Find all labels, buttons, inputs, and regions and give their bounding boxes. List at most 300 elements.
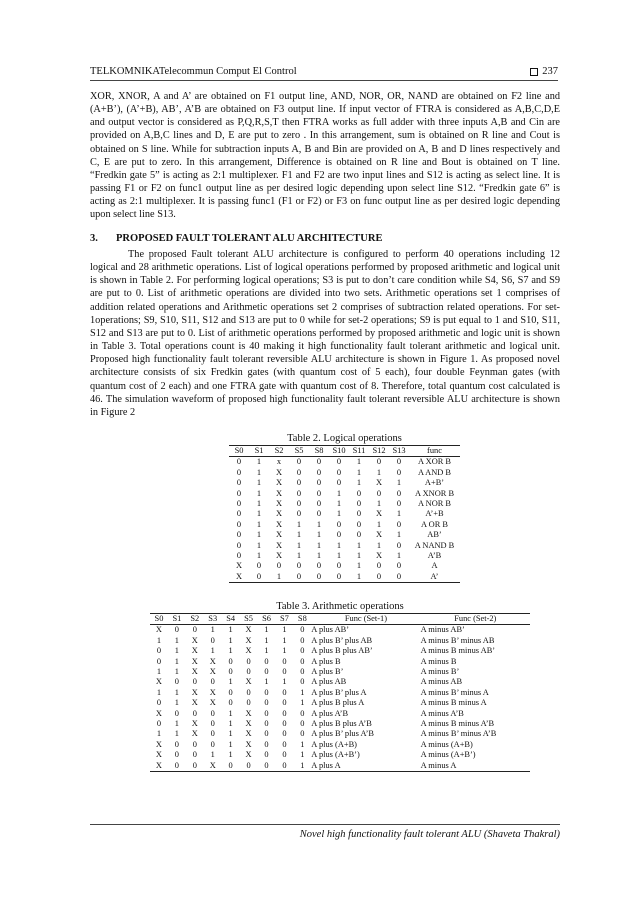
table-cell: X bbox=[191, 698, 198, 708]
table-cell: X bbox=[275, 519, 283, 529]
table-cell: 1 bbox=[316, 540, 322, 550]
table-cell: 1 bbox=[282, 635, 287, 645]
table-cell: 1 bbox=[300, 687, 305, 697]
table-cell: 0 bbox=[192, 739, 197, 749]
table-cell: X bbox=[209, 667, 216, 677]
table-row bbox=[150, 698, 530, 708]
table-cell: 0 bbox=[228, 698, 233, 708]
section-paragraph: The proposed Fault tolerant ALU architecture is configured to perform 40 operations including 12 logical and 28 arithmetic operations. List of logical operations performed by proposed arithmetic and logical unit is shown in Table 2. For performing logical operations; S3 is put to don’t care condition while S4, S6, S7 and S9 are put to 0. List of arithmetic operations are divided into two sets. Arithmetic operations set 1 comprises of addition related operations and Arithmetic operations set 2 comprises of subtraction related operations. For set-1operations; S9, S10, S11, S12 and S13 are put to 0 while for set-2 operations; S9 is put equal to 1 and S10, S11, S12 and S13 are put to 0. List of arithmetic operations performed by proposed arithmetic and logic unit is shown in Table 3. Total operations count is 40 making it high functionality fault tolerant arithmetic and logical unit. Proposed high functionality fault tolerant reversible ALU architecture is shown in Figure 1. As proposed novel architecture consists of six Fredkin gates (with quantum cost of 5 each), four double Feynman gates (with quantum cost of 2 each) and one FTRA gate with quantum cost of 8. Therefore, total quantum cost calculated is 46. The simulation waveform of proposed high functionality fault tolerant reversible ALU architecture is shown in Figure 2 bbox=[90, 249, 560, 418]
table-cell: 1 bbox=[356, 551, 362, 561]
table-cell: A minus A bbox=[420, 760, 457, 770]
table-cell: 1 bbox=[228, 739, 233, 749]
table-cell: 0 bbox=[300, 625, 305, 635]
table-cell: 0 bbox=[336, 457, 342, 467]
table-cell: 0 bbox=[300, 729, 305, 739]
table-cell: 0 bbox=[282, 739, 287, 749]
table-cell: 1 bbox=[156, 729, 162, 739]
table-cell: X bbox=[375, 551, 383, 561]
table-cell: 0 bbox=[236, 519, 242, 529]
table-cell: 0 bbox=[192, 625, 197, 635]
table-cell: X bbox=[191, 667, 198, 677]
table-cell: 1 bbox=[228, 635, 233, 645]
table-cell: 1 bbox=[256, 499, 262, 509]
table-cell: 1 bbox=[282, 677, 287, 687]
table-cell: 0 bbox=[156, 646, 162, 656]
table-cell: 1 bbox=[228, 646, 233, 656]
table-cell: 0 bbox=[376, 457, 382, 467]
table2-header-cell: func bbox=[427, 446, 442, 455]
table-cell: X bbox=[275, 530, 283, 540]
table-cell: X bbox=[375, 530, 383, 540]
table-cell: 1 bbox=[264, 677, 269, 687]
table-cell: X bbox=[155, 760, 162, 770]
table-cell: 0 bbox=[316, 499, 322, 509]
table-cell: 1 bbox=[336, 509, 342, 519]
table-cell: 0 bbox=[316, 467, 322, 477]
table-cell: 1 bbox=[210, 646, 215, 656]
table3-header-cell: S7 bbox=[279, 614, 289, 623]
table3-header-cell: Func (Set-1) bbox=[344, 614, 387, 623]
table-cell: 0 bbox=[396, 571, 402, 581]
table-cell: 0 bbox=[376, 571, 382, 581]
section-title: PROPOSED FAULT TOLERANT ALU ARCHITECTURE bbox=[116, 233, 383, 244]
page-number: 237 bbox=[542, 66, 558, 77]
table-cell: 0 bbox=[236, 509, 242, 519]
table-cell: A XOR B bbox=[417, 457, 452, 467]
table3-header-cell: S1 bbox=[172, 614, 182, 623]
table2-header-cell: S13 bbox=[392, 446, 406, 455]
table-cell: X bbox=[155, 625, 162, 635]
table-cell: 0 bbox=[316, 478, 322, 488]
table-cell: 1 bbox=[228, 708, 233, 718]
table-cell: 0 bbox=[316, 509, 322, 519]
table-cell: X bbox=[375, 478, 383, 488]
table-cell: X bbox=[275, 467, 283, 477]
table-cell: 0 bbox=[356, 509, 362, 519]
table-cell: 0 bbox=[356, 519, 362, 529]
table-cell: 0 bbox=[246, 667, 251, 677]
table-cell: 0 bbox=[264, 750, 269, 760]
table-cell: A plus AB bbox=[311, 677, 347, 687]
table-cell: 1 bbox=[174, 656, 179, 666]
table-cell: 0 bbox=[264, 760, 269, 770]
table-cell: X bbox=[191, 687, 198, 697]
table-cell: 0 bbox=[300, 667, 305, 677]
table-cell: 1 bbox=[256, 478, 262, 488]
table-cell: 0 bbox=[336, 530, 342, 540]
table-row bbox=[229, 489, 460, 499]
table-cell: 0 bbox=[282, 719, 287, 729]
table3-header-cell: S3 bbox=[208, 614, 218, 623]
table-cell: 0 bbox=[356, 499, 362, 509]
table-row bbox=[150, 667, 530, 677]
table-cell: 0 bbox=[316, 488, 322, 498]
table-cell: 1 bbox=[296, 551, 302, 561]
table2-header-row bbox=[229, 446, 460, 457]
table2-body bbox=[229, 457, 460, 583]
table-cell: X bbox=[275, 509, 283, 519]
table-cell: 0 bbox=[296, 571, 302, 581]
table-cell: A minus B minus A bbox=[420, 698, 487, 708]
table-cell: A plus B’ plus AB bbox=[311, 635, 373, 645]
table-cell: 1 bbox=[376, 499, 382, 509]
table-cell: 0 bbox=[264, 739, 269, 749]
table-cell: A plus B’ plus A’B bbox=[311, 729, 374, 739]
section-heading bbox=[90, 233, 382, 244]
table3-header-cell: S2 bbox=[190, 614, 200, 623]
table-cell: 1 bbox=[300, 750, 305, 760]
table-cell: 0 bbox=[296, 561, 302, 571]
table-cell: 0 bbox=[300, 677, 305, 687]
table-cell: 0 bbox=[336, 561, 342, 571]
table-cell: X bbox=[155, 677, 162, 687]
table-cell: A plus B plus AB’ bbox=[311, 646, 373, 656]
table-cell: 1 bbox=[156, 635, 162, 645]
table-cell: A minus A’B bbox=[420, 708, 464, 718]
table-cell: 1 bbox=[174, 687, 179, 697]
table3-header-cell: Func (Set-2) bbox=[454, 614, 497, 623]
square-bullet-icon bbox=[530, 68, 538, 76]
table-cell: 0 bbox=[174, 760, 179, 770]
table-row bbox=[150, 740, 530, 750]
table-cell: A minus AB’ bbox=[420, 625, 465, 635]
table-cell: 1 bbox=[356, 561, 362, 571]
table-cell: 1 bbox=[228, 625, 233, 635]
table-row bbox=[150, 709, 530, 719]
table-cell: A minus B minus AB’ bbox=[420, 646, 496, 656]
table-cell: 1 bbox=[228, 719, 233, 729]
table3-header-row bbox=[150, 614, 530, 625]
table-cell: X bbox=[275, 478, 283, 488]
table-cell: 0 bbox=[210, 729, 215, 739]
table-cell: A AND B bbox=[417, 467, 452, 477]
table2-header-cell: S8 bbox=[314, 446, 324, 455]
intro-paragraph: XOR, XNOR, A and A’ are obtained on F1 output line, AND, NOR, OR, NAND are obtained on F2 line and (A+B’), (A’+B), AB’, A’B are obtained on F3 output line. If input vector of FTRA is considered as A,B,C,D,E and output vector is considered as P,Q,R,S,T then FTRA works as full adder with three inputs A,B and Cin are provided on A,B,C lines and D, E are put to zero . In this arrangement, sum is obtained on R line and Cout is obtained on S line. While for subtraction inputs A, B and Bin are provided on A, B and D lines respectively and C, E are put to zero. In this arrangement, Difference is obtained on R line and Bout is obtained on T line. “Fredkin gate 5” is acting as 2:1 multiplexer. F1 and F2 are two input lines and S12 is acting as select line. It is passing F1 or F2 on func1 output line as per desired logic depending upon select line S12. “Fredkin gate 6” is acting as 2:1 multiplexer. It is passing func1 (F1 or F2) or F3 on func output line as per desired logic depending upon select line S13. bbox=[90, 91, 560, 221]
table-row bbox=[150, 625, 530, 636]
table3-header-cell: S6 bbox=[262, 614, 271, 623]
table-cell: 1 bbox=[256, 530, 262, 540]
table-cell: 0 bbox=[236, 488, 242, 498]
table-cell: A minus AB bbox=[420, 677, 463, 687]
table-cell: A plus AB’ bbox=[311, 625, 349, 635]
table-row bbox=[229, 530, 460, 540]
table-cell: 0 bbox=[396, 499, 402, 509]
table-row bbox=[229, 457, 460, 468]
table-row bbox=[229, 572, 460, 583]
table-cell: 0 bbox=[316, 571, 322, 581]
table-cell: 0 bbox=[316, 457, 322, 467]
table-cell: 1 bbox=[228, 750, 233, 760]
table-cell: 1 bbox=[296, 519, 302, 529]
table-cell: 0 bbox=[236, 540, 242, 550]
table-cell: 0 bbox=[296, 499, 302, 509]
table-cell: 0 bbox=[300, 719, 305, 729]
table-cell: 1 bbox=[282, 646, 287, 656]
table-cell: 0 bbox=[396, 488, 402, 498]
table-cell: 1 bbox=[174, 646, 179, 656]
table2-header-cell: S0 bbox=[234, 446, 244, 455]
table-cell: X bbox=[209, 698, 216, 708]
table-cell: 1 bbox=[174, 698, 179, 708]
table-cell: 0 bbox=[282, 760, 287, 770]
table-cell: X bbox=[209, 760, 216, 770]
table-cell: 1 bbox=[300, 739, 305, 749]
table-cell: 0 bbox=[156, 656, 162, 666]
table-cell: 0 bbox=[174, 739, 179, 749]
table-cell: 0 bbox=[192, 760, 197, 770]
arithmetic-operations-table bbox=[150, 613, 530, 772]
table-cell: 1 bbox=[156, 687, 162, 697]
table-cell: 1 bbox=[396, 530, 402, 540]
table-cell: 0 bbox=[296, 509, 302, 519]
table-cell: 0 bbox=[282, 656, 287, 666]
table-cell: 1 bbox=[256, 488, 262, 498]
table-cell: X bbox=[245, 750, 252, 760]
table-cell: X bbox=[191, 729, 198, 739]
section-number: 3. bbox=[90, 233, 98, 244]
table-cell: 1 bbox=[300, 760, 305, 770]
table-cell: A’ bbox=[430, 571, 439, 581]
table-cell: 0 bbox=[192, 708, 197, 718]
table-cell: 0 bbox=[336, 467, 342, 477]
table-cell: 1 bbox=[396, 478, 402, 488]
table3-header-cell: S5 bbox=[244, 614, 253, 623]
table-cell: A minus B’ bbox=[420, 667, 460, 677]
table-cell: 0 bbox=[156, 698, 162, 708]
table-cell: X bbox=[235, 571, 243, 581]
table-cell: 0 bbox=[300, 708, 305, 718]
table-cell: 0 bbox=[192, 750, 197, 760]
table-cell: 0 bbox=[192, 677, 197, 687]
table-cell: 1 bbox=[264, 635, 269, 645]
table-cell: 0 bbox=[210, 739, 215, 749]
table-row bbox=[229, 509, 460, 519]
table-cell: 1 bbox=[174, 667, 179, 677]
table-cell: 0 bbox=[156, 719, 162, 729]
table-cell: 1 bbox=[356, 540, 362, 550]
table-cell: 1 bbox=[174, 719, 179, 729]
table-cell: 0 bbox=[282, 667, 287, 677]
table-cell: AB’ bbox=[427, 530, 442, 540]
table-cell: 0 bbox=[296, 478, 302, 488]
table-cell: 1 bbox=[256, 519, 262, 529]
table-cell: 0 bbox=[210, 708, 215, 718]
table-row bbox=[150, 657, 530, 667]
table-row bbox=[150, 688, 530, 698]
table-cell: X bbox=[245, 625, 252, 635]
table-cell: 1 bbox=[376, 540, 382, 550]
table-row bbox=[150, 719, 530, 729]
table-cell: 0 bbox=[264, 719, 269, 729]
table-cell: 0 bbox=[276, 561, 282, 571]
table-cell: 0 bbox=[210, 677, 215, 687]
table-cell: 0 bbox=[246, 698, 251, 708]
table-cell: 0 bbox=[246, 656, 251, 666]
table-cell: 0 bbox=[246, 687, 251, 697]
table-cell: 1 bbox=[256, 457, 262, 467]
table-cell: X bbox=[209, 656, 216, 666]
table-cell: A NOR B bbox=[417, 499, 452, 509]
table-cell: X bbox=[275, 540, 283, 550]
table-cell: X bbox=[191, 635, 198, 645]
table-cell: X bbox=[245, 708, 252, 718]
table2-header-cell: S11 bbox=[352, 446, 366, 455]
table-cell: 0 bbox=[376, 561, 382, 571]
table-cell: A plus B bbox=[311, 656, 341, 666]
table-cell: 1 bbox=[336, 540, 342, 550]
table-cell: 1 bbox=[356, 571, 362, 581]
table-cell: 0 bbox=[282, 729, 287, 739]
table-cell: X bbox=[245, 635, 252, 645]
table-cell: 0 bbox=[174, 625, 179, 635]
table-cell: 1 bbox=[336, 499, 342, 509]
table-row bbox=[150, 646, 530, 656]
table-cell: 1 bbox=[376, 519, 382, 529]
table-cell: 0 bbox=[376, 488, 382, 498]
table-cell: 0 bbox=[236, 478, 242, 488]
table-cell: 0 bbox=[282, 698, 287, 708]
table-cell: 0 bbox=[210, 635, 215, 645]
table-row bbox=[229, 520, 460, 530]
table-cell: X bbox=[275, 488, 283, 498]
table-cell: X bbox=[209, 687, 216, 697]
table-cell: 1 bbox=[356, 478, 362, 488]
table-cell: 0 bbox=[236, 467, 242, 477]
table-cell: A OR B bbox=[421, 519, 448, 529]
table-cell: X bbox=[155, 750, 162, 760]
table-row bbox=[229, 561, 460, 571]
table-row bbox=[229, 541, 460, 551]
table-row bbox=[150, 761, 530, 772]
table-cell: 0 bbox=[228, 656, 233, 666]
table-cell: X bbox=[235, 561, 243, 571]
table-cell: 0 bbox=[296, 457, 302, 467]
table-cell: 0 bbox=[264, 656, 269, 666]
table-cell: 0 bbox=[296, 488, 302, 498]
table-cell: 1 bbox=[228, 729, 233, 739]
table-cell: X bbox=[191, 646, 198, 656]
table-cell: 1 bbox=[316, 551, 322, 561]
table2-header-cell: S10 bbox=[332, 446, 346, 455]
table-cell: 0 bbox=[236, 499, 242, 509]
table-cell: 1 bbox=[276, 571, 282, 581]
table-cell: 0 bbox=[246, 760, 251, 770]
footer-text: Novel high functionality fault tolerant ALU (Shaveta Thakral) bbox=[299, 829, 560, 840]
table-row bbox=[229, 478, 460, 488]
table-cell: 1 bbox=[296, 530, 302, 540]
table-cell: 1 bbox=[210, 625, 215, 635]
table3-header-cell: S4 bbox=[226, 614, 236, 623]
table-cell: A’+B bbox=[425, 509, 444, 519]
table-cell: A’B bbox=[427, 551, 442, 561]
table-cell: A plus A bbox=[311, 760, 341, 770]
table-cell: 0 bbox=[396, 540, 402, 550]
table-cell: X bbox=[245, 646, 252, 656]
table-cell: 1 bbox=[264, 625, 269, 635]
table-cell: 0 bbox=[174, 708, 179, 718]
table-cell: 1 bbox=[264, 646, 269, 656]
page-footer bbox=[90, 824, 560, 840]
table-cell: 1 bbox=[256, 540, 262, 550]
table-cell: A minus B’ minus A bbox=[420, 687, 489, 697]
table-cell: 0 bbox=[396, 519, 402, 529]
table-cell: 1 bbox=[316, 530, 322, 540]
table-cell: 0 bbox=[336, 519, 342, 529]
table-cell: 0 bbox=[264, 698, 269, 708]
table-cell: 0 bbox=[264, 667, 269, 677]
table-cell: 1 bbox=[256, 551, 262, 561]
table-cell: 0 bbox=[174, 677, 179, 687]
table-cell: 0 bbox=[396, 467, 402, 477]
table-cell: 0 bbox=[396, 561, 402, 571]
table-cell: 1 bbox=[296, 540, 302, 550]
table-cell: X bbox=[245, 677, 252, 687]
table-cell: X bbox=[191, 656, 198, 666]
table-cell: 1 bbox=[300, 698, 305, 708]
page-header bbox=[90, 66, 558, 81]
table-cell: 0 bbox=[300, 635, 305, 645]
table-cell: A plus B’ plus A bbox=[311, 687, 367, 697]
table2-header-cell: S1 bbox=[254, 446, 264, 455]
table-cell: 0 bbox=[264, 708, 269, 718]
table-cell: A+B’ bbox=[424, 478, 445, 488]
table-cell: 0 bbox=[396, 457, 402, 467]
table-cell: 1 bbox=[282, 625, 287, 635]
table-cell: 1 bbox=[336, 488, 342, 498]
table-cell: 1 bbox=[356, 467, 362, 477]
table-cell: 0 bbox=[282, 750, 287, 760]
table-cell: 1 bbox=[174, 635, 179, 645]
table-cell: 0 bbox=[256, 561, 262, 571]
table2-header-cell: S2 bbox=[274, 446, 284, 455]
table-cell: A minus (A+B’) bbox=[420, 750, 476, 760]
table-cell: A plus B plus A bbox=[311, 698, 365, 708]
table-cell: 0 bbox=[282, 687, 287, 697]
table-cell: 0 bbox=[236, 457, 242, 467]
table3-body bbox=[150, 625, 530, 772]
logical-operations-table bbox=[229, 445, 460, 583]
table-cell: A plus B plus A’B bbox=[311, 719, 372, 729]
table-cell: 0 bbox=[316, 561, 322, 571]
table-cell: X bbox=[155, 739, 162, 749]
table-cell: 0 bbox=[300, 656, 305, 666]
table-cell: X bbox=[245, 719, 252, 729]
table-cell: 0 bbox=[236, 551, 242, 561]
table-cell: 1 bbox=[156, 667, 162, 677]
table-cell: x bbox=[276, 457, 282, 467]
table-cell: A plus B’ bbox=[311, 667, 344, 677]
table-cell: A plus A’B bbox=[311, 708, 349, 718]
table-row bbox=[150, 636, 530, 646]
table-cell: 0 bbox=[236, 530, 242, 540]
table2-caption: Table 2. Logical operations bbox=[287, 433, 402, 444]
table-cell: A plus (A+B’) bbox=[311, 750, 360, 760]
table-row bbox=[229, 499, 460, 509]
table-cell: 1 bbox=[356, 457, 362, 467]
table-cell: 1 bbox=[396, 551, 402, 561]
table-cell: X bbox=[245, 729, 252, 739]
table-cell: 1 bbox=[174, 729, 179, 739]
table-row bbox=[229, 468, 460, 478]
table-cell: 0 bbox=[228, 760, 233, 770]
journal-title: TELKOMNIKATelecommun Comput El Control bbox=[90, 66, 297, 77]
table-cell: X bbox=[191, 719, 198, 729]
table2-header-cell: S5 bbox=[294, 446, 304, 455]
table-cell: 0 bbox=[336, 478, 342, 488]
table-cell: 0 bbox=[264, 687, 269, 697]
table-cell: 0 bbox=[296, 467, 302, 477]
table-cell: 0 bbox=[228, 687, 233, 697]
